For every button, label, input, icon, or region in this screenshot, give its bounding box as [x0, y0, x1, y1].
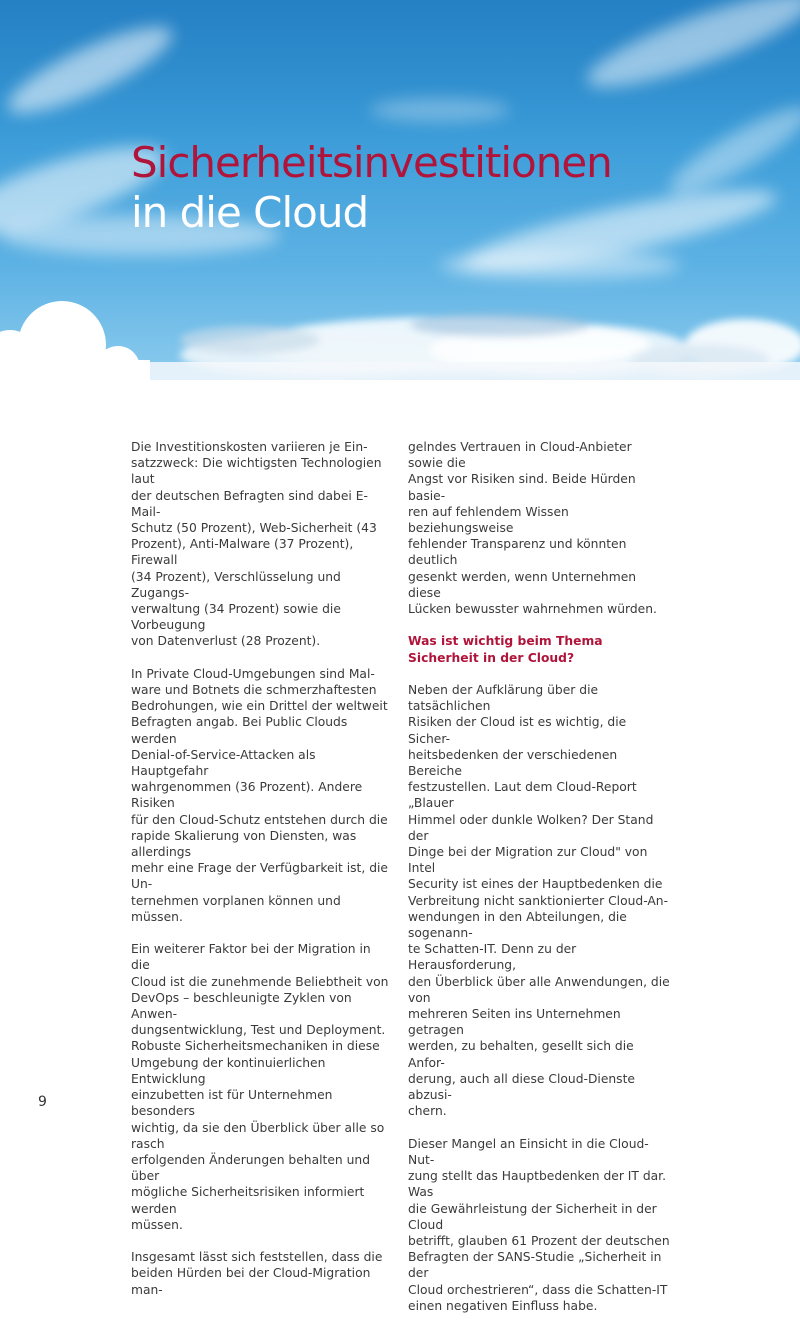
paragraph-it-concerns: Dieser Mangel an Einsicht in die Cloud-Nut- zung stellt das Hauptbedenken der IT dar. Was die Gewährleistung der Sicherheit in der Cloud betrifft, glauben 61 Prozent der deutschen Befragten der SANS-Studie „Sicherheit in der Cloud orchestrieren“, dass die Schatten-IT einen negativen Einfluss habe. [408, 1136, 670, 1313]
left-text-column [131, 439, 393, 1314]
paragraph-investment-costs: Die Investitionskosten variieren je Ein- satzzweck: Die wichtigsten Technologien laut der deutschen Befragten sind dabei E-Mail- Schutz (50 Prozent), Web-Sicherheit (43 Prozent), Anti-Malware (37 Prozent), Firewall (34 Prozent), Verschlüsselung und Zugangs- verwaltung (34 Prozent) sowie die Vorbeugung von Datenverlust (28 Prozent). [131, 440, 382, 649]
sky-hero-image [0, 0, 800, 380]
paragraph-private-cloud: In Private Cloud-Umgebungen sind Mal- ware und Botnets die schmerzhaftesten Bedrohungen, wie ein Drittel der weltweit Befragten angab. Bei Public Clouds werden Denial-of-Service-Attacken als Hauptgefahr wahrgenommen (36 Prozent). Andere Risiken für den Cloud-Schutz entstehen durch die rapide Skalierung von Diensten, was allerdings mehr eine Frage der Verfügbarkeit ist, die Un- ternehmen vorplanen können und müssen. [131, 666, 388, 924]
paragraph-summary-start: Insgesamt lässt sich feststellen, dass die beiden Hürden bei der Cloud-Migration man- [131, 1250, 383, 1297]
paragraph-summary-continued: gelndes Vertrauen in Cloud-Anbieter sowie die Angst vor Risiken sind. Beide Hürden basie- ren auf fehlendem Wissen beziehungsweise fehlender Transparenz und könnten deutlich gesenkt werden, wenn Unternehmen diese Lücken bewusster wahrnehmen würden. [408, 440, 657, 617]
page-number: 9 [38, 1094, 47, 1110]
right-text-column [408, 439, 670, 1330]
page-title [131, 138, 612, 238]
section-subheading: Was ist wichtig beim Thema Sicherheit in der Cloud? [408, 634, 603, 665]
paragraph-shadow-it: Neben der Aufklärung über die tatsächlichen Risiken der Cloud ist es wichtig, die Sicher- heitsbedenken der verschiedenen Bereiche festzustellen. Laut dem Cloud-Report „Blauer Himmel oder dunkle Wolken? Der Stand der Dinge bei der Migration zur Cloud" von Intel Security ist eines der Hauptbedenken die Verbreitung nicht sanktionierter Cloud-An- wendungen in den Abteilungen, die sogenann- te Schatten-IT. Denn zu der Herausforderung, den Überblick über alle Anwendungen, die von mehreren Seiten ins Unternehmen getragen werden, zu behalten, gesellt sich die Anfor- derung, auch all diese Cloud-Dienste abzusi- chern. [408, 683, 670, 1119]
title-line-2: in die Cloud [131, 188, 369, 237]
title-line-1: Sicherheitsinvestitionen [131, 138, 612, 187]
paragraph-devops: Ein weiterer Faktor bei der Migration in die Cloud ist die zunehmende Beliebtheit von DevOps – beschleunigte Zyklen von Anwen- dungsentwicklung, Test und Deployment. Robuste Sicherheitsmechaniken in diese Umgebung der kontinuierlichen Entwicklung einzubetten ist für Unternehmen besonders wichtig, da sie den Überblick über alle so rasch erfolgenden Änderungen behalten und über mögliche Sicherheitsrisiken informiert werden müssen. [131, 942, 389, 1232]
